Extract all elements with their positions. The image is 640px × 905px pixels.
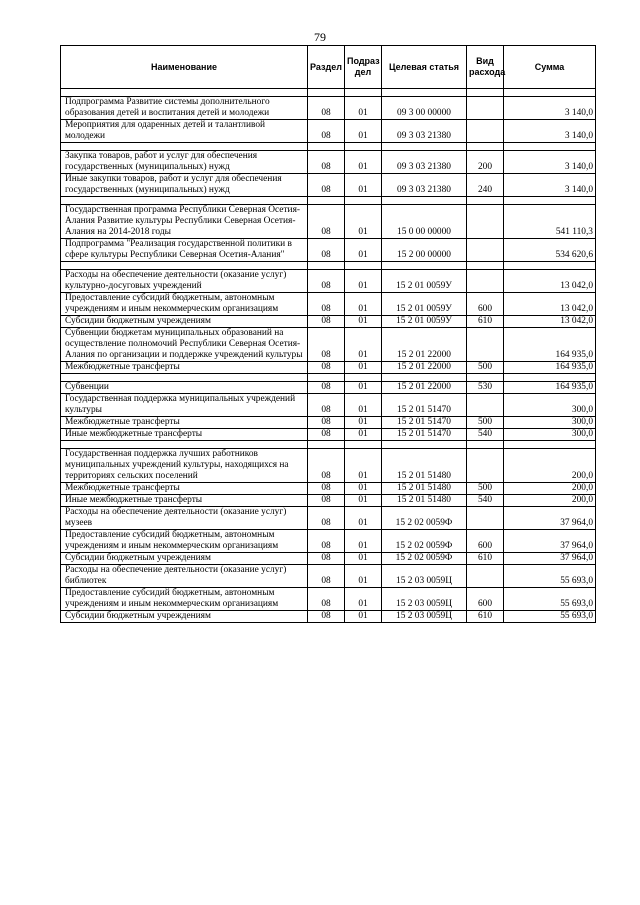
row-target-cell: 09 3 03 21380 — [382, 174, 467, 197]
row-target-cell: 09 3 03 21380 — [382, 120, 467, 143]
row-target-cell: 15 2 01 51470 — [382, 417, 467, 429]
row-section-cell: 08 — [308, 382, 345, 394]
row-expense-type-cell — [467, 394, 504, 417]
header-target: Целевая статья — [382, 46, 467, 89]
spacer-cell — [467, 143, 504, 151]
spacer-cell — [382, 374, 467, 382]
spacer-cell — [504, 89, 596, 97]
table-row — [61, 495, 596, 507]
row-name-cell: Предоставление субсидий бюджетным, автономным учреждениям и иным некоммерческим организациям — [61, 293, 308, 316]
row-subsection-cell: 01 — [345, 449, 382, 483]
spacer-cell — [504, 197, 596, 205]
row-sum-cell: 3 140,0 — [504, 97, 596, 120]
row-expense-type-cell: 240 — [467, 174, 504, 197]
row-sum-cell: 541 110,3 — [504, 205, 596, 239]
row-target-cell: 15 2 02 0059Ф — [382, 530, 467, 553]
spacer-cell — [308, 262, 345, 270]
row-expense-type-cell — [467, 328, 504, 362]
row-name-cell: Межбюджетные трансферты — [61, 417, 308, 429]
spacer-cell — [61, 143, 308, 151]
table-row — [61, 174, 596, 197]
row-expense-type-cell — [467, 565, 504, 588]
row-name-cell: Иные закупки товаров, работ и услуг для обеспечения государственных (муниципальных) нужд — [61, 174, 308, 197]
row-expense-type-cell — [467, 507, 504, 530]
spacer-cell — [308, 374, 345, 382]
row-target-cell: 15 2 02 0059Ф — [382, 507, 467, 530]
row-sum-cell: 13 042,0 — [504, 293, 596, 316]
table-header-row — [61, 46, 596, 89]
row-subsection-cell: 01 — [345, 507, 382, 530]
spacer-cell — [467, 441, 504, 449]
table-row — [61, 205, 596, 239]
header-name: Наименование — [61, 46, 308, 89]
spacer-cell — [504, 143, 596, 151]
table-spacer-row — [61, 374, 596, 382]
row-name-cell: Закупка товаров, работ и услуг для обеспечения государственных (муниципальных) нужд — [61, 151, 308, 174]
spacer-cell — [504, 441, 596, 449]
row-sum-cell: 37 964,0 — [504, 507, 596, 530]
table-row — [61, 565, 596, 588]
header-expense-type: Вид расхода — [467, 46, 504, 89]
spacer-cell — [308, 441, 345, 449]
table-row — [61, 394, 596, 417]
spacer-cell — [308, 89, 345, 97]
row-expense-type-cell — [467, 205, 504, 239]
row-sum-cell: 164 935,0 — [504, 328, 596, 362]
row-sum-cell: 3 140,0 — [504, 120, 596, 143]
spacer-cell — [467, 374, 504, 382]
table-row — [61, 362, 596, 374]
row-subsection-cell: 01 — [345, 495, 382, 507]
spacer-cell — [345, 143, 382, 151]
header-sum: Сумма — [504, 46, 596, 89]
row-sum-cell: 300,0 — [504, 417, 596, 429]
row-sum-cell: 164 935,0 — [504, 362, 596, 374]
row-subsection-cell: 01 — [345, 611, 382, 623]
spacer-cell — [382, 143, 467, 151]
row-subsection-cell: 01 — [345, 483, 382, 495]
row-target-cell: 09 3 03 21380 — [382, 151, 467, 174]
row-subsection-cell: 01 — [345, 293, 382, 316]
row-expense-type-cell: 540 — [467, 495, 504, 507]
row-sum-cell: 37 964,0 — [504, 553, 596, 565]
row-name-cell: Расходы на обеспечение деятельности (оказание услуг) культурно-досуговых учреждений — [61, 270, 308, 293]
spacer-cell — [61, 89, 308, 97]
row-name-cell: Межбюджетные трансферты — [61, 362, 308, 374]
row-expense-type-cell: 500 — [467, 417, 504, 429]
row-target-cell: 15 2 00 00000 — [382, 239, 467, 262]
row-target-cell: 15 2 01 22000 — [382, 382, 467, 394]
row-name-cell: Иные межбюджетные трансферты — [61, 495, 308, 507]
row-name-cell: Государственная программа Республики Северная Осетия-Алания Развитие культуры Республики Северная Осетия-Алания на 2014-2018 годы — [61, 205, 308, 239]
row-subsection-cell: 01 — [345, 417, 382, 429]
row-subsection-cell: 01 — [345, 316, 382, 328]
row-sum-cell: 200,0 — [504, 483, 596, 495]
row-name-cell: Предоставление субсидий бюджетным, автономным учреждениям и иным некоммерческим организациям — [61, 588, 308, 611]
row-subsection-cell: 01 — [345, 588, 382, 611]
row-name-cell: Расходы на обеспечение деятельности (оказание услуг) музеев — [61, 507, 308, 530]
row-target-cell: 15 2 03 0059Ц — [382, 588, 467, 611]
spacer-cell — [308, 143, 345, 151]
row-expense-type-cell — [467, 239, 504, 262]
row-name-cell: Подпрограмма "Реализация государственной политики в сфере культуры Республики Северная Осетия-Алания" — [61, 239, 308, 262]
row-target-cell: 09 3 00 00000 — [382, 97, 467, 120]
spacer-cell — [382, 89, 467, 97]
row-name-cell: Субсидии бюджетным учреждениям — [61, 316, 308, 328]
row-section-cell: 08 — [308, 270, 345, 293]
row-section-cell: 08 — [308, 362, 345, 374]
row-target-cell: 15 2 01 51480 — [382, 483, 467, 495]
row-subsection-cell: 01 — [345, 565, 382, 588]
row-expense-type-cell: 610 — [467, 611, 504, 623]
table-row — [61, 293, 596, 316]
row-section-cell: 08 — [308, 205, 345, 239]
budget-table — [60, 45, 596, 623]
row-target-cell: 15 2 02 0059Ф — [382, 553, 467, 565]
table-spacer-row — [61, 441, 596, 449]
row-subsection-cell: 01 — [345, 174, 382, 197]
table-row — [61, 328, 596, 362]
spacer-cell — [61, 441, 308, 449]
spacer-cell — [504, 262, 596, 270]
row-name-cell: Субвенции — [61, 382, 308, 394]
row-section-cell: 08 — [308, 97, 345, 120]
spacer-cell — [345, 441, 382, 449]
row-target-cell: 15 2 01 0059У — [382, 316, 467, 328]
table-row — [61, 97, 596, 120]
table-row — [61, 530, 596, 553]
row-subsection-cell: 01 — [345, 362, 382, 374]
table-row — [61, 316, 596, 328]
row-sum-cell: 200,0 — [504, 449, 596, 483]
row-name-cell: Государственная поддержка лучших работников муниципальных учреждений культуры, находящихся на территориях сельских поселений — [61, 449, 308, 483]
row-subsection-cell: 01 — [345, 429, 382, 441]
row-section-cell: 08 — [308, 417, 345, 429]
row-expense-type-cell: 600 — [467, 588, 504, 611]
spacer-cell — [467, 262, 504, 270]
spacer-cell — [61, 197, 308, 205]
row-sum-cell: 55 693,0 — [504, 611, 596, 623]
spacer-cell — [345, 197, 382, 205]
row-name-cell: Субсидии бюджетным учреждениям — [61, 553, 308, 565]
table-row — [61, 429, 596, 441]
row-expense-type-cell: 530 — [467, 382, 504, 394]
row-name-cell: Мероприятия для одаренных детей и талантливой молодежи — [61, 120, 308, 143]
row-name-cell: Межбюджетные трансферты — [61, 483, 308, 495]
table-row — [61, 417, 596, 429]
row-target-cell: 15 2 01 22000 — [382, 328, 467, 362]
row-section-cell: 08 — [308, 394, 345, 417]
row-target-cell: 15 0 00 00000 — [382, 205, 467, 239]
row-section-cell: 08 — [308, 553, 345, 565]
row-name-cell: Подпрограмма Развитие системы дополнительного образования детей и воспитания детей и молодежи — [61, 97, 308, 120]
row-target-cell: 15 2 01 51480 — [382, 449, 467, 483]
row-section-cell: 08 — [308, 483, 345, 495]
row-section-cell: 08 — [308, 174, 345, 197]
row-expense-type-cell: 600 — [467, 530, 504, 553]
table-body — [61, 89, 596, 623]
table-row — [61, 507, 596, 530]
row-section-cell: 08 — [308, 293, 345, 316]
table-row — [61, 449, 596, 483]
spacer-cell — [345, 89, 382, 97]
row-expense-type-cell — [467, 97, 504, 120]
page-number: 79 — [314, 30, 326, 44]
table-row — [61, 239, 596, 262]
row-subsection-cell: 01 — [345, 382, 382, 394]
row-section-cell: 08 — [308, 565, 345, 588]
row-sum-cell: 164 935,0 — [504, 382, 596, 394]
row-name-cell: Субвенции бюджетам муниципальных образований на осуществление полномочий Республики Северная Осетия-Алания по организации и поддержке учреждений культуры — [61, 328, 308, 362]
row-subsection-cell: 01 — [345, 239, 382, 262]
row-sum-cell: 37 964,0 — [504, 530, 596, 553]
row-name-cell: Предоставление субсидий бюджетным, автономным учреждениям и иным некоммерческим организациям — [61, 530, 308, 553]
table-row — [61, 270, 596, 293]
row-sum-cell: 55 693,0 — [504, 565, 596, 588]
row-subsection-cell: 01 — [345, 394, 382, 417]
spacer-cell — [504, 374, 596, 382]
row-target-cell: 15 2 01 0059У — [382, 293, 467, 316]
spacer-cell — [467, 197, 504, 205]
row-section-cell: 08 — [308, 151, 345, 174]
row-sum-cell: 200,0 — [504, 495, 596, 507]
table-row — [61, 588, 596, 611]
row-expense-type-cell: 610 — [467, 553, 504, 565]
row-subsection-cell: 01 — [345, 530, 382, 553]
row-subsection-cell: 01 — [345, 328, 382, 362]
row-target-cell: 15 2 03 0059Ц — [382, 611, 467, 623]
row-section-cell: 08 — [308, 328, 345, 362]
table-spacer-row — [61, 197, 596, 205]
row-expense-type-cell — [467, 270, 504, 293]
row-subsection-cell: 01 — [345, 120, 382, 143]
row-section-cell: 08 — [308, 120, 345, 143]
row-section-cell: 08 — [308, 495, 345, 507]
row-subsection-cell: 01 — [345, 97, 382, 120]
row-section-cell: 08 — [308, 507, 345, 530]
table-row — [61, 382, 596, 394]
header-section: Раздел — [308, 46, 345, 89]
table-spacer-row — [61, 262, 596, 270]
row-sum-cell: 3 140,0 — [504, 151, 596, 174]
row-name-cell: Субсидии бюджетным учреждениям — [61, 611, 308, 623]
row-expense-type-cell: 600 — [467, 293, 504, 316]
header-subsection: Подраз дел — [345, 46, 382, 89]
spacer-cell — [345, 262, 382, 270]
row-expense-type-cell: 500 — [467, 362, 504, 374]
row-target-cell: 15 2 03 0059Ц — [382, 565, 467, 588]
row-subsection-cell: 01 — [345, 270, 382, 293]
row-name-cell: Государственная поддержка муниципальных учреждений культуры — [61, 394, 308, 417]
table-row — [61, 151, 596, 174]
row-expense-type-cell: 500 — [467, 483, 504, 495]
row-target-cell: 15 2 01 51470 — [382, 394, 467, 417]
row-subsection-cell: 01 — [345, 553, 382, 565]
row-sum-cell: 534 620,6 — [504, 239, 596, 262]
spacer-cell — [345, 374, 382, 382]
table-spacer-row — [61, 89, 596, 97]
row-subsection-cell: 01 — [345, 205, 382, 239]
row-section-cell: 08 — [308, 588, 345, 611]
row-sum-cell: 3 140,0 — [504, 174, 596, 197]
spacer-cell — [61, 374, 308, 382]
table-row — [61, 611, 596, 623]
row-expense-type-cell: 610 — [467, 316, 504, 328]
spacer-cell — [308, 197, 345, 205]
table-row — [61, 120, 596, 143]
spacer-cell — [61, 262, 308, 270]
row-sum-cell: 13 042,0 — [504, 316, 596, 328]
row-sum-cell: 300,0 — [504, 429, 596, 441]
row-name-cell: Иные межбюджетные трансферты — [61, 429, 308, 441]
row-name-cell: Расходы на обеспечение деятельности (оказание услуг) библиотек — [61, 565, 308, 588]
row-section-cell: 08 — [308, 429, 345, 441]
row-section-cell: 08 — [308, 449, 345, 483]
spacer-cell — [382, 441, 467, 449]
row-section-cell: 08 — [308, 611, 345, 623]
row-target-cell: 15 2 01 51480 — [382, 495, 467, 507]
row-sum-cell: 300,0 — [504, 394, 596, 417]
row-sum-cell: 55 693,0 — [504, 588, 596, 611]
spacer-cell — [467, 89, 504, 97]
spacer-cell — [382, 197, 467, 205]
row-target-cell: 15 2 01 0059У — [382, 270, 467, 293]
row-expense-type-cell: 540 — [467, 429, 504, 441]
row-target-cell: 15 2 01 51470 — [382, 429, 467, 441]
table-row — [61, 553, 596, 565]
row-expense-type-cell: 200 — [467, 151, 504, 174]
row-section-cell: 08 — [308, 530, 345, 553]
row-target-cell: 15 2 01 22000 — [382, 362, 467, 374]
row-expense-type-cell — [467, 120, 504, 143]
spacer-cell — [382, 262, 467, 270]
table-row — [61, 483, 596, 495]
row-sum-cell: 13 042,0 — [504, 270, 596, 293]
table-spacer-row — [61, 143, 596, 151]
row-subsection-cell: 01 — [345, 151, 382, 174]
row-expense-type-cell — [467, 449, 504, 483]
row-section-cell: 08 — [308, 316, 345, 328]
row-section-cell: 08 — [308, 239, 345, 262]
